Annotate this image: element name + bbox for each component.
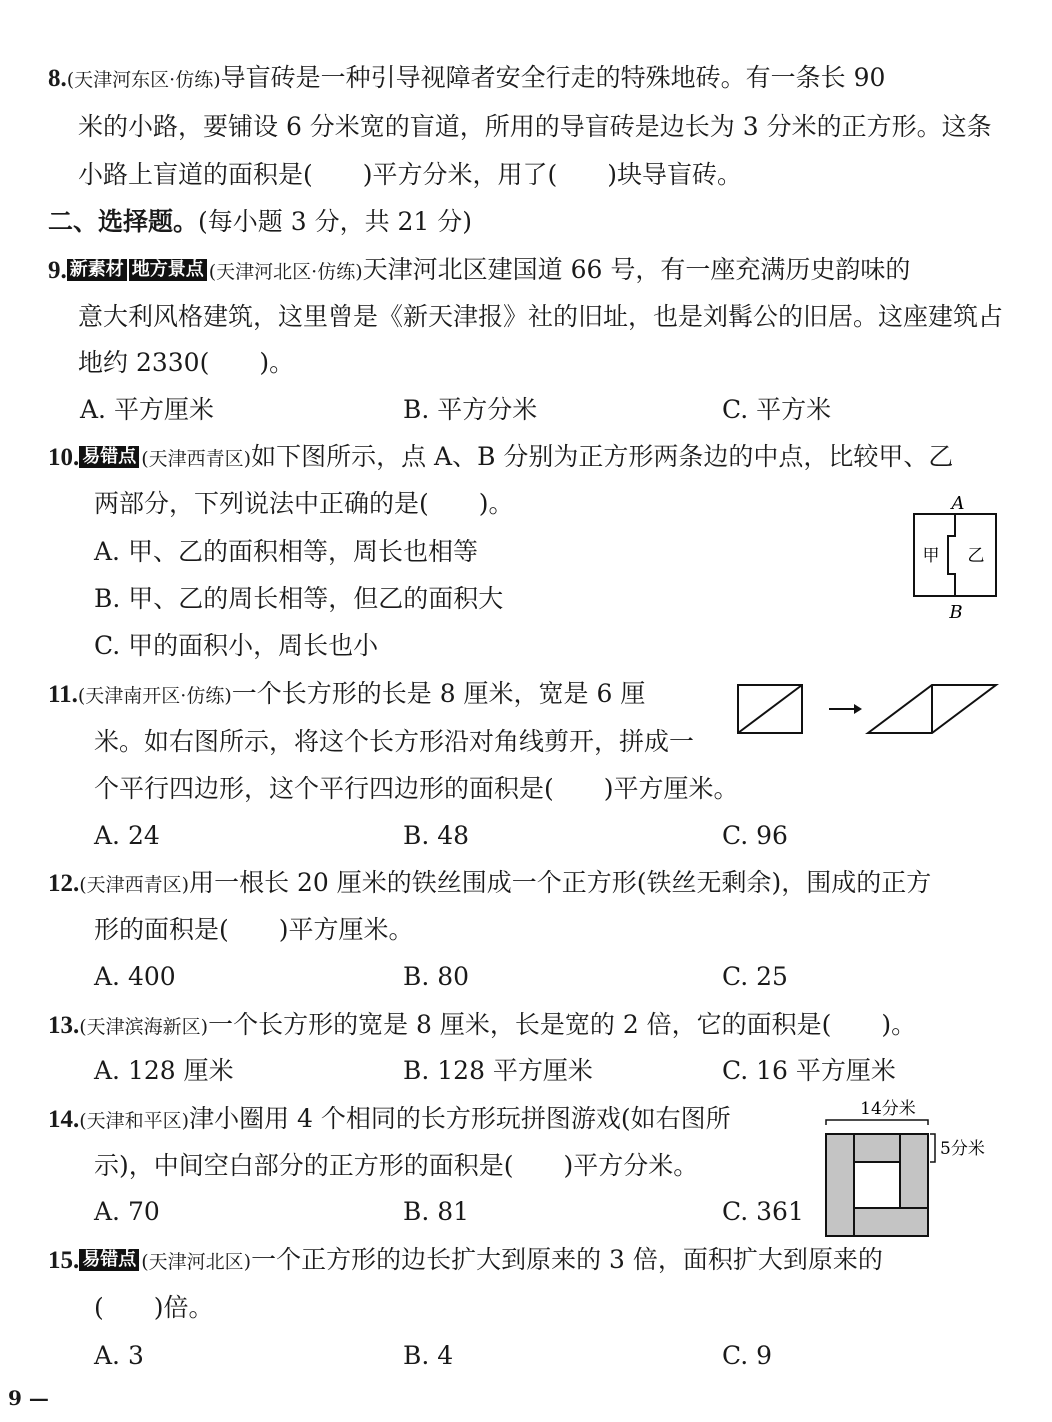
q15-option-b[interactable]: B. 4 xyxy=(403,1341,454,1370)
q12-number: 12. xyxy=(48,870,80,897)
q10-option-a[interactable]: A. 甲、乙的面积相等，周长也相等 xyxy=(94,537,478,566)
q11-line3: 个平行四边形，这个平行四边形的面积是( )平方厘米。 xyxy=(94,774,739,803)
q11-option-b[interactable]: B. 48 xyxy=(403,821,470,850)
q13-option-b[interactable]: B. 128 平方厘米 xyxy=(403,1056,593,1085)
q11-arrowhead xyxy=(854,704,862,714)
q12-option-c[interactable]: C. 25 xyxy=(722,962,788,991)
q14-option-a[interactable]: A. 70 xyxy=(94,1197,160,1226)
q11-option-c[interactable]: C. 96 xyxy=(722,821,788,850)
q15-text1: 一个正方形的边长扩大到原来的 3 倍，面积扩大到原来的 xyxy=(251,1245,883,1274)
q15-line2: ( )倍。 xyxy=(94,1293,214,1322)
q15-tag-error-prone: 易错点 xyxy=(79,1249,139,1271)
q14-source: (天津和平区) xyxy=(79,1110,190,1132)
q8-line1 xyxy=(48,62,885,96)
q14-pinwheel-figure xyxy=(818,1092,1018,1244)
q13-option-a[interactable]: A. 128 厘米 xyxy=(94,1056,234,1085)
q9-number: 9. xyxy=(48,257,67,284)
q14-number: 14. xyxy=(48,1106,80,1133)
q14-length-bracket xyxy=(826,1120,928,1125)
section-2-heading xyxy=(48,206,472,238)
q9-text1: 天津河北区建国道 66 号，有一座充满历史韵味的 xyxy=(362,255,911,284)
q14-text1: 津小圈用 4 个相同的长方形玩拼图游戏(如右图所 xyxy=(189,1104,731,1133)
q9-source: (天津河北区·仿练) xyxy=(208,261,363,283)
q9-line1 xyxy=(48,254,910,288)
q10-square-figure xyxy=(900,490,1010,625)
q14-line2: 示)，中间空白部分的正方形的面积是( )平方分米。 xyxy=(94,1151,699,1180)
q8-line3: 小路上盲道的面积是( )平方分米，用了( )块导盲砖。 xyxy=(78,160,743,189)
q11-diagonal xyxy=(738,685,802,733)
q14-center-square xyxy=(854,1162,900,1208)
q11-option-a[interactable]: A. 24 xyxy=(94,821,160,850)
q10-source: (天津西青区) xyxy=(141,448,252,470)
q10-line2: 两部分，下列说法中正确的是( )。 xyxy=(94,489,514,518)
q12-text1: 用一根长 20 厘米的铁丝围成一个正方形(铁丝无剩余)，围成的正方 xyxy=(189,868,932,897)
q9-tag-local-scenery: 地方景点 xyxy=(129,259,207,281)
q10-line1 xyxy=(48,441,953,475)
q8-source: (天津河东区·仿练) xyxy=(66,69,221,91)
q11-text1: 一个长方形的长是 8 厘米，宽是 6 厘 xyxy=(231,679,646,708)
section-2-note: (每小题 3 分，共 21 分) xyxy=(198,207,473,236)
q8-line2: 米的小路，要铺设 6 分米宽的盲道，所用的导盲砖是边长为 3 分米的正方形。这条 xyxy=(78,112,992,141)
q11-line2: 米。如右图所示，将这个长方形沿对角线剪开，拼成一 xyxy=(94,727,695,756)
q15-line1 xyxy=(48,1244,883,1278)
q12-line2: 形的面积是( )平方厘米。 xyxy=(94,915,414,944)
q10-label-jia: 甲 xyxy=(922,546,940,566)
q10-text1: 如下图所示，点 A、B 分别为正方形两条边的中点，比较甲、乙 xyxy=(251,442,954,471)
q10-option-b[interactable]: B. 甲、乙的周长相等，但乙的面积大 xyxy=(94,584,504,613)
q9-option-b[interactable]: B. 平方分米 xyxy=(403,395,538,424)
q9-tag-new-material: 新素材 xyxy=(67,259,127,281)
q15-source: (天津河北区) xyxy=(141,1251,252,1273)
q14-line1 xyxy=(48,1103,731,1137)
q10-number: 10. xyxy=(48,444,80,471)
q14-length-label: 14分米 xyxy=(860,1099,916,1119)
q15-option-c[interactable]: C. 9 xyxy=(722,1341,773,1370)
q11-source: (天津南开区·仿练) xyxy=(77,685,232,707)
q12-source: (天津西青区) xyxy=(79,874,190,896)
q12-option-a[interactable]: A. 400 xyxy=(94,962,176,991)
q10-tag-error-prone: 易错点 xyxy=(79,446,139,468)
q11-line1 xyxy=(48,678,645,712)
q10-option-c[interactable]: C. 甲的面积小，周长也小 xyxy=(94,631,379,660)
q13-text1: 一个长方形的宽是 8 厘米，长是宽的 2 倍，它的面积是( )。 xyxy=(208,1010,917,1039)
q14-width-label: 5分米 xyxy=(940,1139,985,1159)
q10-label-a: A xyxy=(951,493,965,514)
section-2-title: 二、选择题。 xyxy=(48,207,199,236)
q13-number: 13. xyxy=(48,1012,80,1039)
q15-option-a[interactable]: A. 3 xyxy=(94,1341,144,1370)
q13-line1 xyxy=(48,1009,916,1043)
q13-source: (天津滨海新区) xyxy=(79,1016,209,1038)
q10-label-b: B xyxy=(949,602,963,623)
q10-divider-line xyxy=(948,514,955,596)
q9-line2: 意大利风格建筑，这里曾是《新天津报》社的旧址，也是刘髯公的旧居。这座建筑占 xyxy=(78,302,1004,331)
q13-option-c[interactable]: C. 16 平方厘米 xyxy=(722,1056,896,1085)
page-number: 9 — xyxy=(8,1386,49,1410)
q11-figure xyxy=(736,682,1006,738)
q12-line1 xyxy=(48,867,931,901)
q14-width-bracket xyxy=(930,1134,935,1162)
q11-number: 11. xyxy=(48,681,78,708)
q10-label-yi: 乙 xyxy=(967,546,985,566)
q14-option-c[interactable]: C. 361 xyxy=(722,1197,804,1226)
q8-number: 8. xyxy=(48,65,67,92)
q9-option-a[interactable]: A. 平方厘米 xyxy=(80,395,214,424)
q9-option-c[interactable]: C. 平方米 xyxy=(722,395,832,424)
q14-option-b[interactable]: B. 81 xyxy=(403,1197,470,1226)
q12-option-b[interactable]: B. 80 xyxy=(403,962,470,991)
q9-line3: 地约 2330( )。 xyxy=(78,348,295,377)
q15-number: 15. xyxy=(48,1247,80,1274)
q14-rect-left xyxy=(826,1134,854,1236)
q8-text1: 导盲砖是一种引导视障者安全行走的特殊地砖。有一条长 90 xyxy=(220,63,886,92)
